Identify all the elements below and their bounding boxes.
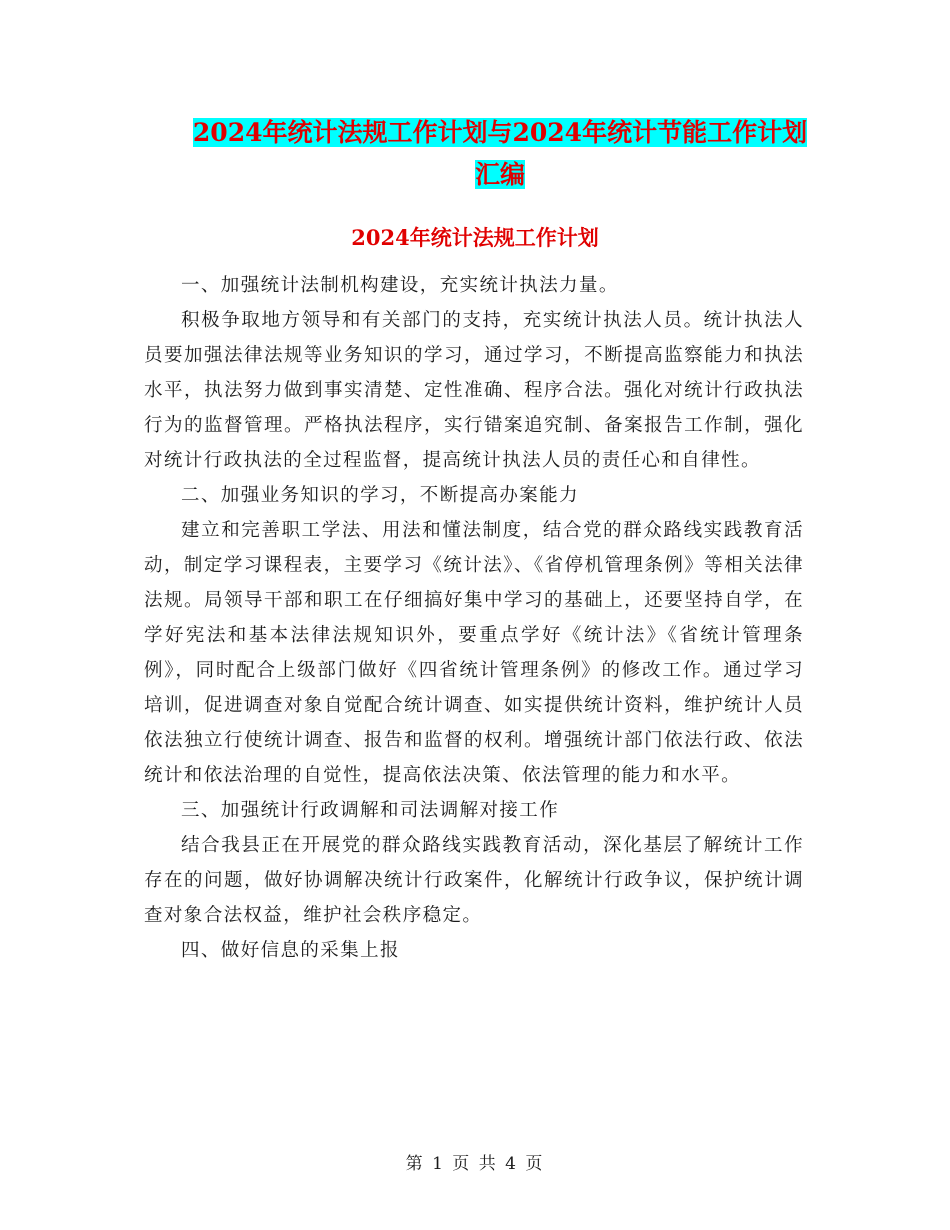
paragraph-2: 建立和完善职工学法、用法和懂法制度，结合党的群众路线实践教育活动，制定学习课程表，主要学习《统计法》、《省停机管理条例》等相关法律法规。局领导干部和职工在仔细搞好集中学习的基础上，还要坚持自学，在学好宪法和基本法律法规知识外，要重点学好《统计法》《省统计管理条例》，同时配合上级部门做好《四省统计管理条例》的修改工作。通过学习培训，促进调查对象自觉配合统计调查、如实提供统计资料，维护统计人员依法独立行使统计调查、报告和监督的权利。增强统计部门依法行政、依法统计和依法治理的自觉性，提高依法决策、依法管理的能力和水平。 — [144, 520, 804, 786]
document-title — [130, 112, 870, 196]
document-body — [144, 268, 804, 968]
paragraph-3: 结合我县正在开展党的群众路线实践教育活动，深化基层了解统计工作存在的问题，做好协调解决统计行政案件，化解统计行政争议，保护统计调查对象合法权益，维护社会秩序稳定。 — [144, 835, 804, 926]
document-title-line1: 2024年统计法规工作计划与2024年统计节能工作计划 — [192, 118, 808, 147]
heading-2: 二、加强业务知识的学习，不断提高办案能力 — [181, 485, 580, 506]
document-title-line2: 汇编 — [474, 160, 525, 189]
page-footer: 第 1 页 共 4 页 — [405, 1154, 545, 1174]
heading-1: 一、加强统计法制机构建设，充实统计执法力量。 — [181, 275, 619, 296]
paragraph-1: 积极争取地方领导和有关部门的支持，充实统计执法人员。统计执法人员要加强法律法规等业务知识的学习，通过学习，不断提高监察能力和执法水平，执法努力做到事实清楚、定性准确、程序合法。强化对统计行政执法行为的监督管理。严格执法程序，实行错案追究制、备案报告工作制，强化对统计行政执法的全过程监督，提高统计执法人员的责任心和自律性。 — [144, 310, 804, 471]
heading-3: 三、加强统计行政调解和司法调解对接工作 — [181, 800, 560, 821]
section-title: 2024年统计法规工作计划 — [351, 225, 599, 250]
heading-4: 四、做好信息的采集上报 — [181, 940, 400, 961]
